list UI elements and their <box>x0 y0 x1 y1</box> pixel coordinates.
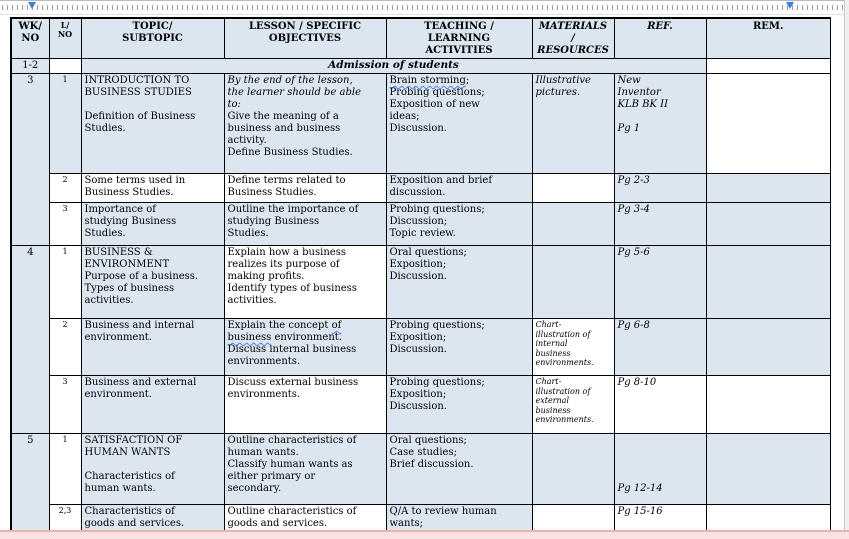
document-page <box>10 17 831 538</box>
cell-line <box>228 320 383 332</box>
cell-line: Some terms used in <box>84 175 186 186</box>
lesson-number-cell[interactable]: 2 <box>49 174 81 203</box>
cell-line: human wants. <box>227 447 299 458</box>
indent-marker-right[interactable] <box>786 2 794 9</box>
cell-line: Exposition; <box>389 389 447 400</box>
cell-line: activities. <box>84 295 134 306</box>
cell-line: KLB BK II <box>617 99 669 110</box>
cell-line: Pg 8-10 <box>617 377 657 388</box>
cell-line: human wants. <box>84 483 156 494</box>
ref-cell[interactable] <box>614 434 706 505</box>
header-line: REF. <box>647 21 673 32</box>
cell-line: Classify human wants as <box>227 459 353 470</box>
week-number-cell[interactable]: 4 <box>11 246 49 434</box>
cell-line: Exposition; <box>389 332 447 343</box>
cell-line: Discuss internal business <box>227 344 357 355</box>
header-line: / <box>571 33 575 44</box>
materials-cell[interactable] <box>532 246 614 319</box>
cell-line: Definition of Business <box>84 111 196 122</box>
activities-cell[interactable] <box>386 174 532 203</box>
cell-line: ideas; <box>389 111 420 122</box>
table-row <box>11 319 831 376</box>
cell-line: environments. <box>535 415 594 424</box>
rem-cell[interactable] <box>706 203 831 246</box>
cell-line: Business Studies. <box>84 187 174 198</box>
admission-row <box>11 59 831 74</box>
cell-line: Chart- <box>535 377 562 386</box>
topic-cell[interactable] <box>81 246 224 319</box>
ref-cell[interactable] <box>614 74 706 174</box>
spellcheck-squiggle-text: business <box>227 332 272 343</box>
cell-line: Business Studies. <box>227 187 317 198</box>
objectives-cell[interactable] <box>224 434 386 505</box>
header-line: TOPIC/ <box>132 21 173 32</box>
header-cell-0[interactable] <box>11 18 49 59</box>
activities-cell[interactable] <box>386 434 532 505</box>
text-run: Explain the concept <box>227 320 332 331</box>
spellcheck-squiggle-text: Brain storming <box>389 75 466 86</box>
cell-line: business <box>535 405 571 415</box>
cell-line: Chart- <box>535 320 562 329</box>
cell-line: business and business <box>227 123 341 134</box>
ref-cell[interactable] <box>614 203 706 246</box>
cell-line: Topic review. <box>389 228 456 239</box>
cell-line: Q/A to review human <box>389 506 497 517</box>
horizontal-ruler <box>0 0 849 15</box>
table-row <box>11 376 831 434</box>
week-number-cell[interactable]: 1-2 <box>11 59 49 74</box>
cell-line <box>85 459 221 471</box>
cell-line <box>390 75 529 87</box>
cell-line: environments. <box>535 358 594 367</box>
cell-line: illustration of <box>535 329 591 339</box>
header-cell-1[interactable] <box>49 18 81 59</box>
header-line: RESOURCES <box>537 45 609 56</box>
topic-cell[interactable] <box>81 74 224 174</box>
header-line: SUBTOPIC <box>122 33 183 44</box>
cell-line: Studies. <box>227 228 269 239</box>
topic-cell[interactable] <box>81 319 224 376</box>
cell-line: Pg 15-16 <box>617 506 663 517</box>
header-line: LESSON / SPECIFIC <box>248 21 362 32</box>
table-row <box>11 74 831 174</box>
objectives-cell[interactable] <box>224 376 386 434</box>
cell-line: secondary. <box>227 483 282 494</box>
cell-line: internal <box>535 339 568 348</box>
cell-line: Probing questions; <box>389 320 485 331</box>
cell-line: Business and internal <box>84 320 195 331</box>
topic-cell[interactable] <box>81 376 224 434</box>
header-line: OBJECTIVES <box>268 33 342 44</box>
cell-line: Discussion. <box>389 123 447 134</box>
header-cell-7[interactable] <box>706 18 831 59</box>
header-line: WK/ <box>18 21 43 32</box>
cell-line: Exposition and brief <box>389 175 493 186</box>
cell-line: Outline characteristics of <box>227 506 357 517</box>
lesson-number-cell[interactable] <box>49 59 81 74</box>
table-row <box>11 174 831 203</box>
ref-cell[interactable] <box>614 246 706 319</box>
activities-cell[interactable] <box>386 376 532 434</box>
ref-cell[interactable] <box>614 376 706 434</box>
cell-line: Characteristics of <box>84 506 175 517</box>
cell-line: Studies. <box>84 228 126 239</box>
admission-merged-cell[interactable]: Admission of students <box>81 59 706 74</box>
table-row <box>11 246 831 319</box>
header-line: NO <box>21 33 40 44</box>
rem-cell[interactable] <box>706 74 831 174</box>
header-line: LEARNING <box>427 33 491 44</box>
header-line: L/ <box>60 20 70 30</box>
cell-line: studying Business <box>227 216 320 227</box>
cell-line <box>618 435 703 447</box>
cell-line: Importance of <box>84 204 156 215</box>
cell-line: Exposition of new <box>389 99 480 110</box>
lesson-number-cell[interactable]: 1 <box>49 246 81 319</box>
objectives-cell[interactable] <box>224 203 386 246</box>
cell-line: Identify types of business <box>227 283 357 294</box>
topic-cell[interactable] <box>81 174 224 203</box>
cell-line: illustration of <box>535 386 591 396</box>
cell-line: ENVIRONMENT <box>84 259 170 270</box>
cell-line: Outline the importance of <box>227 204 359 215</box>
cell-line: BUSINESS & <box>84 247 153 258</box>
cell-line: Pg 12-14 <box>617 483 663 494</box>
cell-line: New <box>617 75 641 86</box>
cell-line <box>85 99 221 111</box>
rem-cell[interactable] <box>706 174 831 203</box>
cell-line: to: <box>227 99 241 110</box>
lesson-number-cell[interactable]: 1 <box>49 74 81 174</box>
cell-line: Types of business <box>84 283 175 294</box>
ruler-ticks <box>2 5 847 10</box>
header-cell-2[interactable] <box>81 18 224 59</box>
cell-line: Define Business Studies. <box>227 147 353 158</box>
cell-line: environment. <box>84 389 152 400</box>
table-row <box>11 203 831 246</box>
cell-line: pictures. <box>535 87 581 98</box>
cell-line: environment. <box>84 332 152 343</box>
cell-line: Exposition; <box>389 259 447 270</box>
table-row <box>11 434 831 505</box>
activities-cell[interactable] <box>386 203 532 246</box>
cell-line: INTRODUCTION TO <box>84 75 190 86</box>
cell-line: Explain how a business <box>227 247 346 258</box>
lesson-number-cell[interactable]: 1 <box>49 434 81 505</box>
cell-line: Studies. <box>84 123 126 134</box>
text-run: ; <box>465 75 470 86</box>
cell-line: Outline characteristics of <box>227 435 357 446</box>
objectives-cell[interactable] <box>224 319 386 376</box>
cell-line: wants; <box>389 518 423 529</box>
cell-line: Business and external <box>84 377 197 388</box>
ref-cell[interactable] <box>614 174 706 203</box>
cell-line: Case studies; <box>389 447 457 458</box>
topic-cell[interactable] <box>81 434 224 505</box>
cell-line <box>618 111 703 123</box>
spellcheck-squiggle-text: of <box>331 320 342 331</box>
cell-line: Pg 2-3 <box>617 175 650 186</box>
header-row <box>11 18 831 59</box>
cell-line: studying Business <box>84 216 177 227</box>
header-cell-5[interactable] <box>532 18 614 59</box>
materials-cell[interactable] <box>532 203 614 246</box>
cell-line: Oral questions; <box>389 435 467 446</box>
cell-line: Give the meaning of a <box>227 111 339 122</box>
header-cell-4[interactable] <box>386 18 532 59</box>
header-line: REM. <box>753 21 784 32</box>
cell-line: Discussion; <box>389 216 448 227</box>
cell-line: environments. <box>227 389 301 400</box>
cell-line: Probing questions; <box>389 377 485 388</box>
objectives-cell[interactable] <box>224 246 386 319</box>
cell-line: discussion. <box>389 187 446 198</box>
cell-line <box>618 471 703 483</box>
cell-line: goods and services. <box>84 518 185 529</box>
cell-line: goods and services. <box>227 518 328 529</box>
cell-line: either primary or <box>227 471 316 482</box>
cell-line: Pg 1 <box>617 123 641 134</box>
activities-cell[interactable] <box>386 74 532 174</box>
materials-cell[interactable] <box>532 434 614 505</box>
objectives-cell[interactable] <box>224 74 386 174</box>
materials-cell[interactable] <box>532 174 614 203</box>
cell-line: Probing questions; <box>389 204 485 215</box>
lesson-number-cell[interactable]: 3 <box>49 203 81 246</box>
header-line: NO <box>57 29 73 39</box>
lesson-number-cell[interactable]: 2 <box>49 319 81 376</box>
materials-cell[interactable] <box>532 319 614 376</box>
cell-line: business <box>535 348 571 358</box>
cell-line: external <box>535 396 569 405</box>
cell-line: Oral questions; <box>389 247 467 258</box>
cell-line: Pg 6-8 <box>617 320 650 331</box>
cell-line: Inventor <box>617 87 661 98</box>
rem-cell[interactable] <box>706 319 831 376</box>
cell-line <box>618 459 703 471</box>
cell-line: Discussion. <box>389 344 447 355</box>
cell-line: SATISFACTION OF <box>84 435 183 446</box>
cell-line: Brief discussion. <box>389 459 474 470</box>
header-cell-3[interactable] <box>224 18 386 59</box>
indent-marker-left[interactable] <box>28 2 36 9</box>
lesson-number-cell[interactable]: 3 <box>49 376 81 434</box>
cell-line: Pg 5-6 <box>617 247 650 258</box>
cell-line: Probing questions; <box>389 87 485 98</box>
ref-cell[interactable] <box>614 319 706 376</box>
materials-cell[interactable] <box>532 74 614 174</box>
cell-line: HUMAN WANTS <box>84 447 171 458</box>
bottom-highlight-strip <box>0 530 849 539</box>
scheme-of-work-table <box>10 17 831 538</box>
rem-cell[interactable] <box>706 434 831 505</box>
cell-line: activity. <box>227 135 267 146</box>
rem-cell[interactable] <box>706 59 831 74</box>
header-line: TEACHING / <box>424 21 494 32</box>
cell-line: Discussion. <box>389 271 447 282</box>
cell-line: Pg 3-4 <box>617 204 650 215</box>
cell-line: Characteristics of <box>84 471 175 482</box>
topic-cell[interactable] <box>81 203 224 246</box>
cell-line: Define terms related to <box>227 175 346 186</box>
activities-cell[interactable] <box>386 246 532 319</box>
cell-line: the learner should be able <box>227 87 362 98</box>
week-number-cell[interactable]: 5 <box>11 434 49 539</box>
cell-line: Purpose of a business. <box>84 271 199 282</box>
cell-line <box>228 332 383 344</box>
activities-cell[interactable] <box>386 319 532 376</box>
cell-line <box>618 447 703 459</box>
rem-cell[interactable] <box>706 246 831 319</box>
week-number-cell[interactable]: 3 <box>11 74 49 246</box>
rem-cell[interactable] <box>706 376 831 434</box>
header-line: MATERIALS <box>538 21 608 32</box>
cell-line: activities. <box>227 295 277 306</box>
cell-line: Illustrative <box>535 75 591 86</box>
header-cell-6[interactable] <box>614 18 706 59</box>
objectives-cell[interactable] <box>224 174 386 203</box>
cell-line: environments. <box>227 356 301 367</box>
cell-line: Discuss external business <box>227 377 359 388</box>
cell-line: By the end of the lesson, <box>227 75 353 86</box>
cell-line: BUSINESS STUDIES <box>84 87 192 98</box>
cell-line: making profits. <box>227 271 305 282</box>
materials-cell[interactable] <box>532 376 614 434</box>
text-run: environment. <box>271 332 342 343</box>
cell-line: Discussion. <box>389 401 447 412</box>
cell-line: realizes its purpose of <box>227 259 340 270</box>
window-right-edge <box>844 0 849 539</box>
lesson-number-cell[interactable]: 2,3 <box>49 505 81 539</box>
header-line: ACTIVITIES <box>425 45 493 56</box>
